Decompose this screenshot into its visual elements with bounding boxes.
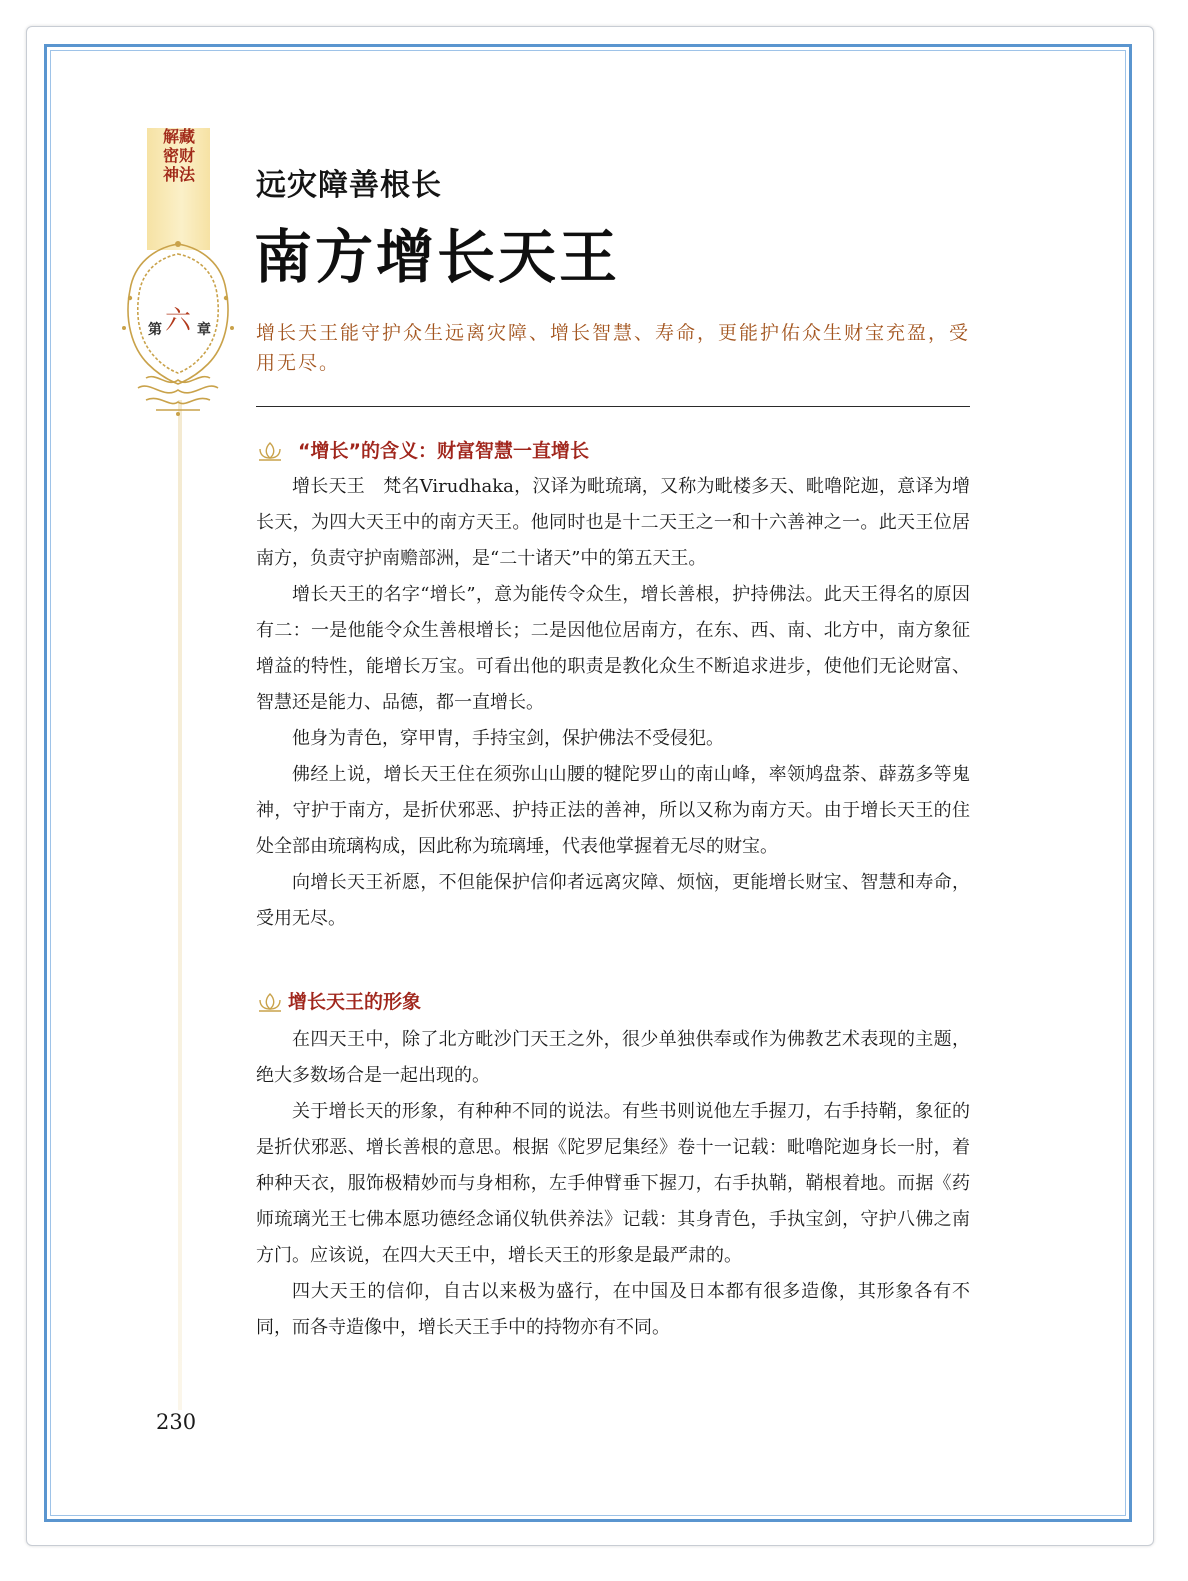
paragraph: 向增长天王祈愿，不但能保护信仰者远离灾障、烦恼，更能增长财宝、智慧和寿命，受用无尽。 xyxy=(256,872,970,929)
divider xyxy=(256,406,970,407)
series-label: 解藏密财神法 xyxy=(162,127,195,184)
chapter-suffix: 章 xyxy=(197,322,211,338)
lotus-icon xyxy=(256,440,284,464)
intro-text: 增长天王能守护众生远离灾障、增长智慧、寿命，更能护佑众生财宝充盈，受用无尽。 xyxy=(256,322,971,374)
paragraph: 四大天王的信仰，自古以来极为盛行，在中国及日本都有很多造像，其形象各有不同，而各寺造像中，增长天王手中的持物亦有不同。 xyxy=(256,1281,970,1338)
chapter-number: 六 xyxy=(165,306,192,336)
section-heading-text: “增长”的含义：财富智慧一直增长 xyxy=(298,440,589,462)
page-title: 南方增长天王 xyxy=(254,223,621,291)
paragraph: 增长天王的名字“增长”，意为能传令众生，增长善根，护持佛法。此天王得名的原因有二：一是他能令众生善根增长；二是因他位居南方，在东、西、南、北方中，南方象征增益的特性，能增长万宝。可看出他的职责是教化众生不断追求进步，使他们无论财富、智慧还是能力、品德，都一直增长。 xyxy=(256,584,970,713)
lotus-icon xyxy=(256,991,284,1015)
side-decoration-strip xyxy=(178,400,182,1410)
paragraph: 关于增长天的形象，有种种不同的说法。有些书则说他左手握刀，右手持鞘，象征的是折伏邪恶、增长善根的意思。根据《陀罗尼集经》卷十一记载：毗噜陀迦身长一肘，着种种天衣，服饰极精妙而与身相称，左手伸臂垂下握刀，右手执鞘，鞘根着地。而据《药师琉璃光王七佛本愿功德经念诵仪轨供养法》记载：其身青色，手执宝剑，守护八佛之南方门。应该说，在四大天王中，增长天王的形象是最严肃的。 xyxy=(256,1101,970,1266)
paragraph: 在四天王中，除了北方毗沙门天王之外，很少单独供奉或作为佛教艺术表现的主题，绝大多数场合是一起出现的。 xyxy=(256,1029,970,1086)
paragraph: 他身为青色，穿甲胄，手持宝剑，保护佛法不受侵犯。 xyxy=(292,728,724,749)
chapter-prefix: 第 xyxy=(148,322,162,338)
paragraph: 增长天王 梵名Virudhaka，汉译为毗琉璃，又称为毗楼多天、毗噜陀迦，意译为增长天，为四大天王中的南方天王。他同时也是十二天王之一和十六善神之一。此天王位居南方，负责守护南赡部洲，是“二十诸天”中的第五天王。 xyxy=(256,476,970,569)
paragraph: 佛经上说，增长天王住在须弥山山腰的犍陀罗山的南山峰，率领鸠盘荼、薜荔多等鬼神，守护于南方，是折伏邪恶、护持正法的善神，所以又称为南方天。由于增长天王的住处全部由琉璃构成，因此称为琉璃埵，代表他掌握着无尽的财宝。 xyxy=(256,764,970,857)
section-heading-text: 增长天王的形象 xyxy=(288,991,422,1013)
page-number: 230 xyxy=(156,1410,197,1434)
section-body-image xyxy=(256,1022,970,1346)
page-subtitle: 远灾障善根长 xyxy=(256,168,442,203)
section-body-meaning xyxy=(256,469,970,937)
